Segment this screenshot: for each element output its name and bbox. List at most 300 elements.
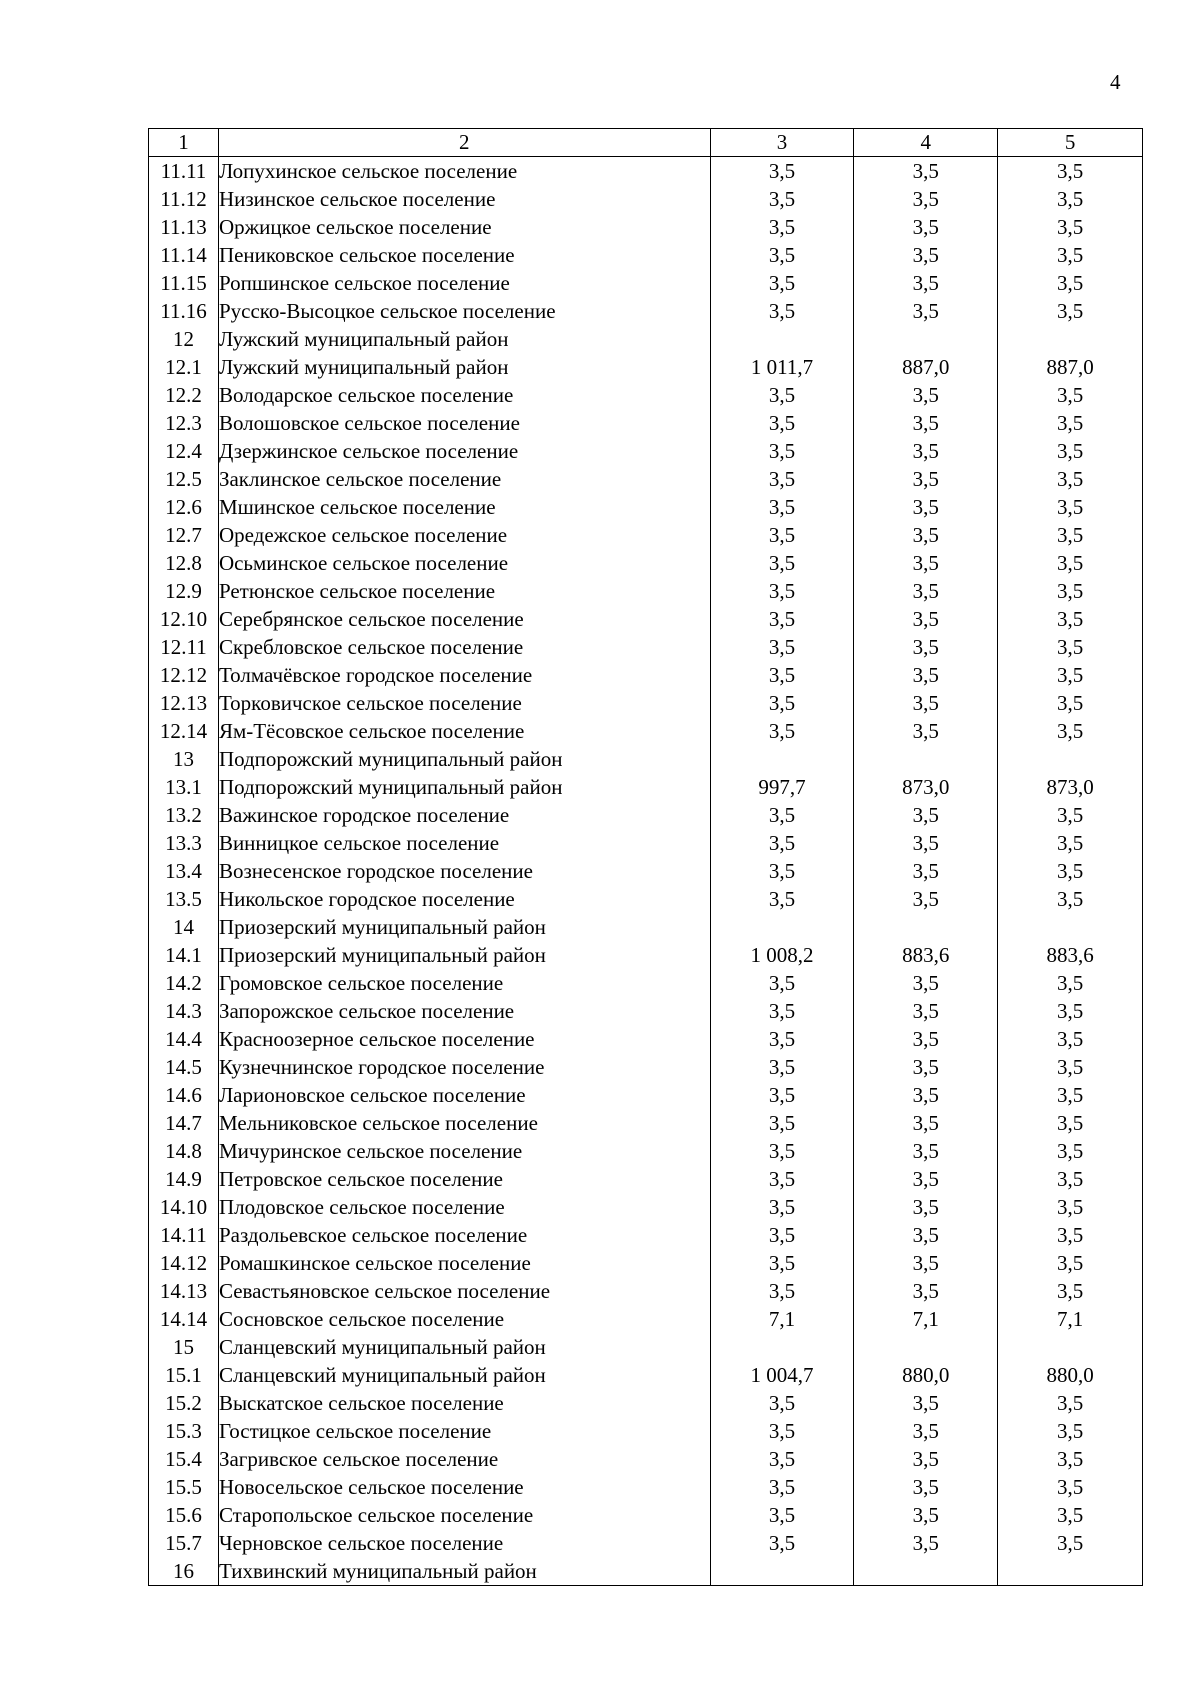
table-row <box>149 605 1143 633</box>
row-number: 15.2 <box>149 1389 219 1417</box>
row-name: Сланцевский муниципальный район <box>218 1361 710 1389</box>
row-value-col4: 3,5 <box>854 1221 998 1249</box>
row-value-col4: 3,5 <box>854 1417 998 1445</box>
row-value-col4 <box>854 1557 998 1586</box>
row-name: Громовское сельское поселение <box>218 969 710 997</box>
row-number: 14.12 <box>149 1249 219 1277</box>
row-name: Загривское сельское поселение <box>218 1445 710 1473</box>
row-value-col5: 3,5 <box>998 857 1143 885</box>
row-number: 13.3 <box>149 829 219 857</box>
row-number: 16 <box>149 1557 219 1586</box>
row-number: 12.3 <box>149 409 219 437</box>
row-value-col4: 3,5 <box>854 269 998 297</box>
row-value-col5: 3,5 <box>998 885 1143 913</box>
row-value-col5: 3,5 <box>998 297 1143 325</box>
row-value-col4: 3,5 <box>854 605 998 633</box>
row-number: 14.6 <box>149 1081 219 1109</box>
row-value-col4: 3,5 <box>854 689 998 717</box>
table-row <box>149 857 1143 885</box>
row-name: Низинское сельское поселение <box>218 185 710 213</box>
row-value-col4 <box>854 745 998 773</box>
row-value-col4 <box>854 325 998 353</box>
row-value-col4: 3,5 <box>854 829 998 857</box>
header-col-5: 5 <box>998 129 1143 157</box>
table-row <box>149 157 1143 186</box>
row-value-col5: 3,5 <box>998 1053 1143 1081</box>
row-value-col3: 3,5 <box>710 1025 854 1053</box>
row-name: Лопухинское сельское поселение <box>218 157 710 186</box>
table-row <box>149 1193 1143 1221</box>
row-value-col5: 3,5 <box>998 1473 1143 1501</box>
row-name: Приозерский муниципальный район <box>218 913 710 941</box>
row-value-col5 <box>998 745 1143 773</box>
row-name: Пениковское сельское поселение <box>218 241 710 269</box>
row-value-col3: 3,5 <box>710 969 854 997</box>
row-name: Оредежское сельское поселение <box>218 521 710 549</box>
row-number: 15.6 <box>149 1501 219 1529</box>
table-row <box>149 1025 1143 1053</box>
table-row <box>149 1109 1143 1137</box>
row-number: 15.3 <box>149 1417 219 1445</box>
row-number: 14.7 <box>149 1109 219 1137</box>
row-number: 14.3 <box>149 997 219 1025</box>
table-header <box>149 129 1143 157</box>
table-body <box>149 157 1143 1586</box>
row-number: 13.4 <box>149 857 219 885</box>
row-number: 15.7 <box>149 1529 219 1557</box>
row-value-col5: 3,5 <box>998 1109 1143 1137</box>
row-value-col4: 887,0 <box>854 353 998 381</box>
row-value-col5: 3,5 <box>998 409 1143 437</box>
row-value-col3: 1 011,7 <box>710 353 854 381</box>
row-name: Володарское сельское поселение <box>218 381 710 409</box>
row-value-col5: 873,0 <box>998 773 1143 801</box>
row-number: 12.10 <box>149 605 219 633</box>
row-value-col4: 3,5 <box>854 1473 998 1501</box>
row-value-col5: 3,5 <box>998 1221 1143 1249</box>
row-number: 14.2 <box>149 969 219 997</box>
table-row <box>149 1137 1143 1165</box>
row-value-col3: 3,5 <box>710 1473 854 1501</box>
row-value-col4: 873,0 <box>854 773 998 801</box>
row-number: 14.11 <box>149 1221 219 1249</box>
row-number: 12.13 <box>149 689 219 717</box>
table-row <box>149 773 1143 801</box>
row-value-col4: 3,5 <box>854 857 998 885</box>
table-row <box>149 829 1143 857</box>
row-number: 12.5 <box>149 465 219 493</box>
row-value-col3: 3,5 <box>710 157 854 186</box>
table-row <box>149 1053 1143 1081</box>
table-row <box>149 689 1143 717</box>
table-row <box>149 185 1143 213</box>
row-value-col3: 3,5 <box>710 1137 854 1165</box>
row-value-col5: 3,5 <box>998 437 1143 465</box>
row-value-col3: 1 004,7 <box>710 1361 854 1389</box>
row-name: Оржицкое сельское поселение <box>218 213 710 241</box>
row-value-col5: 3,5 <box>998 157 1143 186</box>
row-value-col3: 3,5 <box>710 465 854 493</box>
row-number: 14.8 <box>149 1137 219 1165</box>
row-value-col4: 3,5 <box>854 465 998 493</box>
table-row <box>149 1081 1143 1109</box>
row-value-col3: 3,5 <box>710 297 854 325</box>
table-row <box>149 717 1143 745</box>
row-name: Петровское сельское поселение <box>218 1165 710 1193</box>
table-row <box>149 885 1143 913</box>
row-value-col5: 3,5 <box>998 689 1143 717</box>
row-name: Ромашкинское сельское поселение <box>218 1249 710 1277</box>
table-row <box>149 1417 1143 1445</box>
row-value-col5 <box>998 913 1143 941</box>
row-name: Ларионовское сельское поселение <box>218 1081 710 1109</box>
table-row <box>149 353 1143 381</box>
row-value-col5: 3,5 <box>998 1389 1143 1417</box>
row-number: 12.1 <box>149 353 219 381</box>
header-col-1: 1 <box>149 129 219 157</box>
row-value-col4: 3,5 <box>854 1081 998 1109</box>
row-number: 11.14 <box>149 241 219 269</box>
row-number: 15.5 <box>149 1473 219 1501</box>
table-row <box>149 661 1143 689</box>
row-name: Волошовское сельское поселение <box>218 409 710 437</box>
row-value-col3: 3,5 <box>710 1109 854 1137</box>
row-value-col4: 3,5 <box>854 241 998 269</box>
row-value-col5: 3,5 <box>998 633 1143 661</box>
row-number: 14 <box>149 913 219 941</box>
table-row <box>149 745 1143 773</box>
row-number: 12.12 <box>149 661 219 689</box>
row-value-col3: 3,5 <box>710 801 854 829</box>
row-value-col3: 1 008,2 <box>710 941 854 969</box>
row-value-col4: 880,0 <box>854 1361 998 1389</box>
row-name: Новосельское сельское поселение <box>218 1473 710 1501</box>
row-name: Вознесенское городское поселение <box>218 857 710 885</box>
row-value-col3: 3,5 <box>710 493 854 521</box>
row-number: 14.5 <box>149 1053 219 1081</box>
row-value-col5: 3,5 <box>998 661 1143 689</box>
row-name: Кузнечнинское городское поселение <box>218 1053 710 1081</box>
table-row <box>149 913 1143 941</box>
row-value-col4: 3,5 <box>854 157 998 186</box>
table-row <box>149 1445 1143 1473</box>
row-number: 14.14 <box>149 1305 219 1333</box>
table-row <box>149 577 1143 605</box>
table-row <box>149 465 1143 493</box>
row-value-col3: 3,5 <box>710 269 854 297</box>
row-name: Сосновское сельское поселение <box>218 1305 710 1333</box>
row-value-col5: 3,5 <box>998 493 1143 521</box>
row-number: 12.6 <box>149 493 219 521</box>
data-table <box>148 128 1143 1586</box>
row-name: Сланцевский муниципальный район <box>218 1333 710 1361</box>
row-number: 12.4 <box>149 437 219 465</box>
row-value-col5: 3,5 <box>998 969 1143 997</box>
row-value-col5: 3,5 <box>998 1165 1143 1193</box>
row-name: Лужский муниципальный район <box>218 353 710 381</box>
row-name: Красноозерное сельское поселение <box>218 1025 710 1053</box>
row-value-col4: 3,5 <box>854 409 998 437</box>
row-name: Ропшинское сельское поселение <box>218 269 710 297</box>
row-value-col3: 3,5 <box>710 381 854 409</box>
row-value-col3: 3,5 <box>710 1053 854 1081</box>
row-value-col3: 3,5 <box>710 213 854 241</box>
row-value-col4: 3,5 <box>854 1249 998 1277</box>
row-number: 11.15 <box>149 269 219 297</box>
row-value-col3: 3,5 <box>710 1165 854 1193</box>
row-value-col3: 7,1 <box>710 1305 854 1333</box>
row-value-col5: 3,5 <box>998 997 1143 1025</box>
row-number: 14.9 <box>149 1165 219 1193</box>
table-row <box>149 941 1143 969</box>
row-value-col5: 3,5 <box>998 1417 1143 1445</box>
table-row <box>149 549 1143 577</box>
row-number: 12.7 <box>149 521 219 549</box>
table-row <box>149 297 1143 325</box>
header-col-2: 2 <box>218 129 710 157</box>
row-number: 13.5 <box>149 885 219 913</box>
row-name: Тихвинский муниципальный район <box>218 1557 710 1586</box>
row-value-col5: 3,5 <box>998 185 1143 213</box>
row-value-col5: 3,5 <box>998 381 1143 409</box>
row-name: Заклинское сельское поселение <box>218 465 710 493</box>
table-row <box>149 437 1143 465</box>
row-value-col5: 3,5 <box>998 213 1143 241</box>
row-number: 15 <box>149 1333 219 1361</box>
row-number: 14.10 <box>149 1193 219 1221</box>
row-value-col3: 3,5 <box>710 997 854 1025</box>
row-value-col4: 3,5 <box>854 297 998 325</box>
row-number: 13 <box>149 745 219 773</box>
row-value-col5: 3,5 <box>998 1501 1143 1529</box>
row-value-col3: 3,5 <box>710 717 854 745</box>
row-value-col5 <box>998 325 1143 353</box>
row-value-col5: 883,6 <box>998 941 1143 969</box>
row-number: 11.16 <box>149 297 219 325</box>
row-value-col5: 887,0 <box>998 353 1143 381</box>
row-value-col3 <box>710 1333 854 1361</box>
row-value-col4: 3,5 <box>854 1109 998 1137</box>
row-number: 15.4 <box>149 1445 219 1473</box>
row-value-col4 <box>854 1333 998 1361</box>
table-row <box>149 1305 1143 1333</box>
table-row <box>149 269 1143 297</box>
row-name: Толмачёвское городское поселение <box>218 661 710 689</box>
row-name: Скребловское сельское поселение <box>218 633 710 661</box>
row-value-col4: 3,5 <box>854 969 998 997</box>
row-number: 12.11 <box>149 633 219 661</box>
row-number: 12.8 <box>149 549 219 577</box>
row-value-col3: 3,5 <box>710 689 854 717</box>
row-value-col5: 3,5 <box>998 1529 1143 1557</box>
row-number: 12 <box>149 325 219 353</box>
row-value-col4: 3,5 <box>854 801 998 829</box>
table-row <box>149 1277 1143 1305</box>
row-name: Важинское городское поселение <box>218 801 710 829</box>
row-value-col3 <box>710 745 854 773</box>
row-value-col4: 3,5 <box>854 1137 998 1165</box>
row-value-col3: 3,5 <box>710 885 854 913</box>
row-value-col3: 3,5 <box>710 1277 854 1305</box>
table-row <box>149 801 1143 829</box>
row-value-col4: 3,5 <box>854 213 998 241</box>
row-value-col5: 3,5 <box>998 269 1143 297</box>
row-value-col4: 3,5 <box>854 1193 998 1221</box>
row-name: Русско-Высоцкое сельское поселение <box>218 297 710 325</box>
row-value-col5: 3,5 <box>998 801 1143 829</box>
table-row <box>149 325 1143 353</box>
row-value-col3: 3,5 <box>710 1221 854 1249</box>
table-row <box>149 1361 1143 1389</box>
row-value-col4: 3,5 <box>854 1445 998 1473</box>
row-value-col4: 3,5 <box>854 661 998 689</box>
row-value-col4: 7,1 <box>854 1305 998 1333</box>
table-row <box>149 997 1143 1025</box>
row-value-col5: 3,5 <box>998 1081 1143 1109</box>
row-name: Ям-Тёсовское сельское поселение <box>218 717 710 745</box>
row-value-col3: 3,5 <box>710 1445 854 1473</box>
row-name: Старопольское сельское поселение <box>218 1501 710 1529</box>
row-value-col4: 3,5 <box>854 633 998 661</box>
row-value-col4 <box>854 913 998 941</box>
row-value-col4: 3,5 <box>854 1025 998 1053</box>
row-value-col5: 3,5 <box>998 605 1143 633</box>
header-row <box>149 129 1143 157</box>
header-col-4: 4 <box>854 129 998 157</box>
row-value-col4: 3,5 <box>854 1053 998 1081</box>
row-number: 13.1 <box>149 773 219 801</box>
row-value-col4: 3,5 <box>854 521 998 549</box>
table-row <box>149 1333 1143 1361</box>
table-row <box>149 969 1143 997</box>
row-value-col5: 880,0 <box>998 1361 1143 1389</box>
row-value-col3: 3,5 <box>710 521 854 549</box>
row-value-col4: 3,5 <box>854 437 998 465</box>
row-value-col4: 883,6 <box>854 941 998 969</box>
table-row <box>149 1389 1143 1417</box>
row-name: Выскатское сельское поселение <box>218 1389 710 1417</box>
row-value-col3: 3,5 <box>710 1529 854 1557</box>
row-name: Винницкое сельское поселение <box>218 829 710 857</box>
row-value-col5: 3,5 <box>998 717 1143 745</box>
row-name: Дзержинское сельское поселение <box>218 437 710 465</box>
row-value-col5: 3,5 <box>998 1277 1143 1305</box>
row-name: Серебрянское сельское поселение <box>218 605 710 633</box>
row-value-col4: 3,5 <box>854 885 998 913</box>
row-value-col4: 3,5 <box>854 997 998 1025</box>
row-number: 12.2 <box>149 381 219 409</box>
row-value-col5: 3,5 <box>998 577 1143 605</box>
row-name: Никольское городское поселение <box>218 885 710 913</box>
row-number: 12.9 <box>149 577 219 605</box>
row-value-col3 <box>710 1557 854 1586</box>
row-value-col3: 3,5 <box>710 633 854 661</box>
row-number: 11.12 <box>149 185 219 213</box>
row-name: Ретюнское сельское поселение <box>218 577 710 605</box>
table-row <box>149 1529 1143 1557</box>
row-value-col5: 3,5 <box>998 1193 1143 1221</box>
row-number: 13.2 <box>149 801 219 829</box>
row-name: Черновское сельское поселение <box>218 1529 710 1557</box>
row-name: Подпорожский муниципальный район <box>218 773 710 801</box>
table-row <box>149 213 1143 241</box>
row-number: 12.14 <box>149 717 219 745</box>
row-value-col3: 3,5 <box>710 1417 854 1445</box>
row-value-col5: 3,5 <box>998 829 1143 857</box>
row-name: Запорожское сельское поселение <box>218 997 710 1025</box>
row-name: Приозерский муниципальный район <box>218 941 710 969</box>
row-name: Торковичское сельское поселение <box>218 689 710 717</box>
table-row <box>149 521 1143 549</box>
table-row <box>149 1501 1143 1529</box>
row-number: 14.4 <box>149 1025 219 1053</box>
row-number: 15.1 <box>149 1361 219 1389</box>
row-value-col4: 3,5 <box>854 493 998 521</box>
table-row <box>149 1165 1143 1193</box>
row-value-col5: 3,5 <box>998 465 1143 493</box>
row-name: Мельниковское сельское поселение <box>218 1109 710 1137</box>
row-value-col5 <box>998 1333 1143 1361</box>
row-value-col3: 3,5 <box>710 549 854 577</box>
header-col-3: 3 <box>710 129 854 157</box>
table-row <box>149 409 1143 437</box>
row-value-col3: 3,5 <box>710 1249 854 1277</box>
row-value-col3: 3,5 <box>710 1501 854 1529</box>
row-value-col3: 3,5 <box>710 605 854 633</box>
row-value-col3: 3,5 <box>710 857 854 885</box>
row-value-col3: 3,5 <box>710 437 854 465</box>
row-name: Гостицкое сельское поселение <box>218 1417 710 1445</box>
row-name: Мичуринское сельское поселение <box>218 1137 710 1165</box>
row-value-col5: 3,5 <box>998 521 1143 549</box>
row-value-col4: 3,5 <box>854 185 998 213</box>
row-value-col3 <box>710 913 854 941</box>
row-value-col3: 3,5 <box>710 409 854 437</box>
row-value-col4: 3,5 <box>854 1165 998 1193</box>
row-value-col3: 3,5 <box>710 1081 854 1109</box>
table-row <box>149 1249 1143 1277</box>
table-row <box>149 493 1143 521</box>
table-row <box>149 241 1143 269</box>
row-number: 11.11 <box>149 157 219 186</box>
row-value-col4: 3,5 <box>854 381 998 409</box>
row-name: Севастьяновское сельское поселение <box>218 1277 710 1305</box>
row-name: Лужский муниципальный район <box>218 325 710 353</box>
row-value-col4: 3,5 <box>854 717 998 745</box>
row-value-col3: 3,5 <box>710 1193 854 1221</box>
row-name: Осьминское сельское поселение <box>218 549 710 577</box>
table-row <box>149 1557 1143 1586</box>
row-name: Раздольевское сельское поселение <box>218 1221 710 1249</box>
row-value-col3: 3,5 <box>710 1389 854 1417</box>
row-value-col3: 3,5 <box>710 241 854 269</box>
row-value-col3: 3,5 <box>710 829 854 857</box>
row-value-col4: 3,5 <box>854 1389 998 1417</box>
row-value-col3 <box>710 325 854 353</box>
row-value-col5: 3,5 <box>998 1445 1143 1473</box>
row-number: 14.13 <box>149 1277 219 1305</box>
row-value-col5: 3,5 <box>998 1025 1143 1053</box>
row-value-col5: 3,5 <box>998 549 1143 577</box>
row-value-col4: 3,5 <box>854 549 998 577</box>
row-value-col3: 997,7 <box>710 773 854 801</box>
row-value-col3: 3,5 <box>710 577 854 605</box>
table-row <box>149 1221 1143 1249</box>
row-value-col3: 3,5 <box>710 661 854 689</box>
page-number: 4 <box>1110 70 1121 94</box>
row-value-col5: 3,5 <box>998 241 1143 269</box>
table-row <box>149 1473 1143 1501</box>
